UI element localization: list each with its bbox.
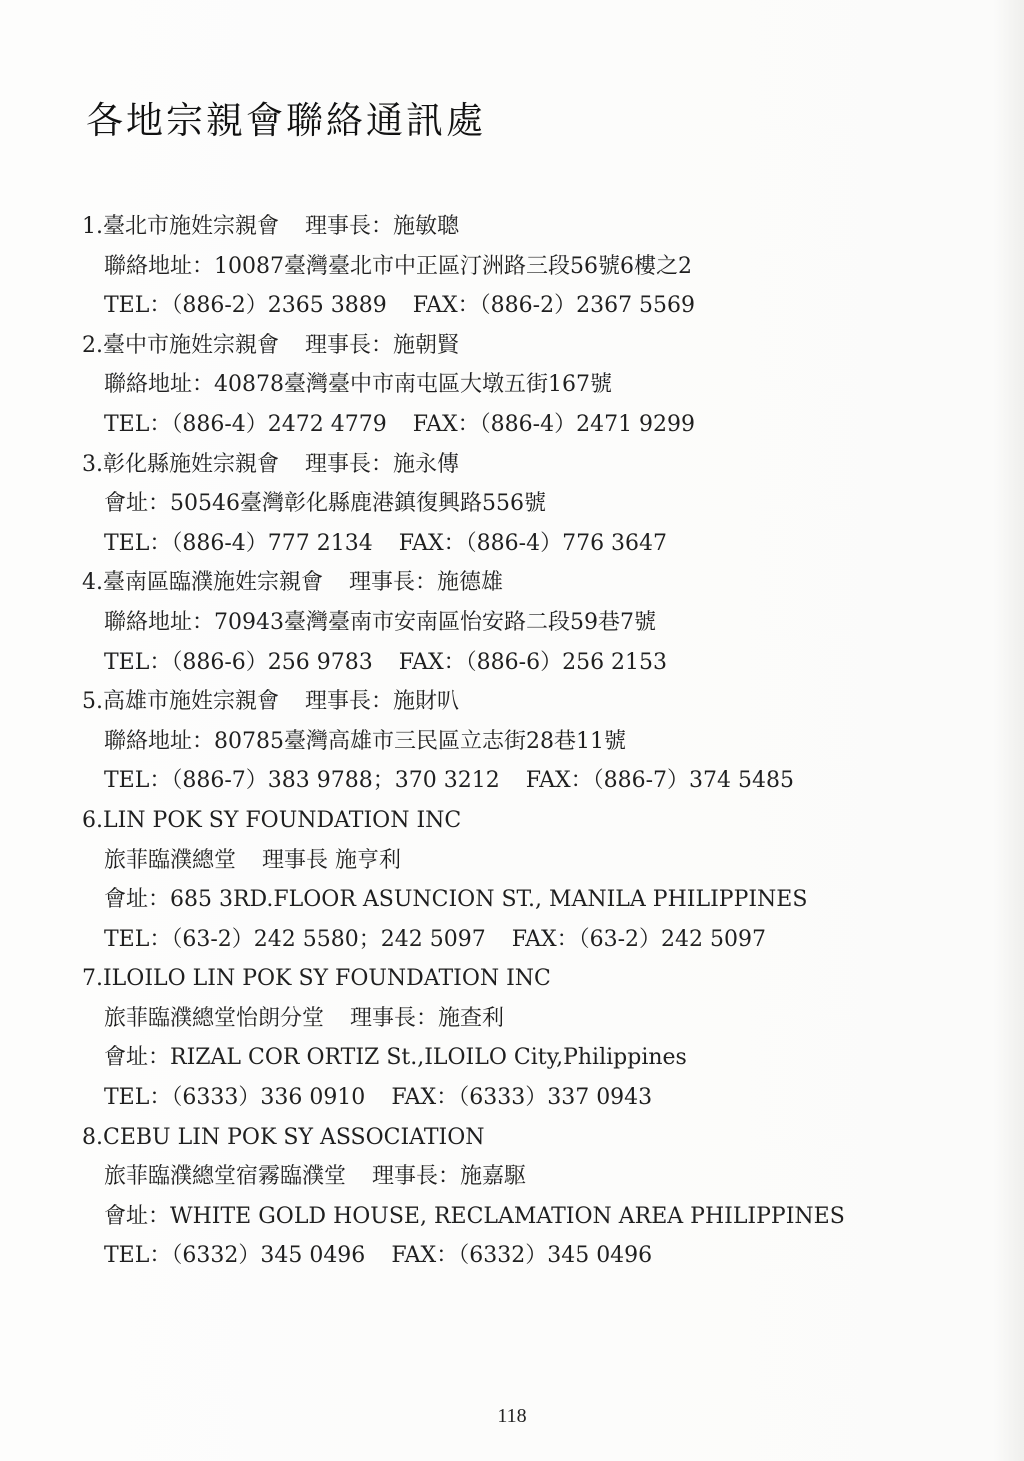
entry-phone-row (82, 643, 982, 683)
entry-tel: TEL：（6333）336 0910 (104, 1085, 366, 1111)
entry-heading: 5.高雄市施姓宗親會 (82, 689, 279, 715)
entry-phone-row (82, 524, 982, 564)
entry-heading-row (82, 1118, 982, 1158)
entry-org-row (82, 841, 982, 881)
entry-phone-row (82, 1078, 982, 1118)
entry-address: 會址：RIZAL COR ORTIZ St.,ILOILO City,Philippines (104, 1045, 687, 1071)
entry-chair: 理事長：施查利 (350, 1005, 505, 1031)
entry-heading-row (82, 207, 982, 247)
entry-heading-row (82, 682, 982, 722)
entry-heading-row (82, 326, 982, 366)
entry-chair: 理事長：施德雄 (349, 570, 504, 596)
entry-chair: 理事長 施亨利 (262, 847, 402, 873)
entry-chair: 理事長：施嘉駆 (372, 1164, 527, 1190)
entry-heading: 2.臺中市施姓宗親會 (82, 332, 279, 358)
page-number: 118 (497, 1405, 527, 1427)
entry-tel: TEL：（63-2）242 5580；242 5097 (104, 926, 486, 952)
entry-org-row (82, 1157, 982, 1197)
entry-org: 旅菲臨濮總堂怡朗分堂 (104, 1005, 325, 1031)
entry-address: 聯絡地址：70943臺灣臺南市安南區怡安路二段59巷7號 (104, 609, 656, 635)
entry-heading: 6.LIN POK SY FOUNDATION INC (82, 807, 462, 833)
entry-phone-row (82, 405, 982, 445)
entry-heading: 1.臺北市施姓宗親會 (82, 214, 279, 239)
contact-list (82, 207, 982, 1276)
entry-fax: FAX：（886-4）776 3647 (398, 530, 668, 556)
entry-address: 聯絡地址：40878臺灣臺中市南屯區大墩五街167號 (104, 372, 612, 398)
entry-tel: TEL：（6332）345 0496 (104, 1243, 366, 1269)
entry-fax: FAX：（886-2）2367 5569 (412, 293, 696, 319)
entry-address: 會址：685 3RD.FLOOR ASUNCION ST., MANILA PHILIPPINES (104, 887, 808, 913)
entry-chair: 理事長：施財叭 (305, 689, 460, 715)
entry-phone-row (82, 1236, 982, 1276)
entry-address: 聯絡地址：10087臺灣臺北市中正區汀洲路三段56號6樓之2 (104, 253, 692, 279)
entry-tel: TEL：（886-4）777 2134 (104, 530, 373, 556)
entry-heading-row (82, 563, 982, 603)
page-title: 各地宗親會聯絡通訊處 (86, 99, 486, 142)
entry-tel: TEL：（886-6）256 9783 (104, 649, 373, 675)
entry-phone-row (82, 920, 982, 960)
entry-chair: 理事長：施敏聰 (305, 214, 460, 239)
entry-heading-row (82, 959, 982, 999)
entry-fax: FAX：（886-6）256 2153 (398, 649, 668, 675)
entry-org-row (82, 999, 982, 1039)
entry-chair: 理事長：施朝賢 (305, 332, 460, 358)
entry-address: 會址：WHITE GOLD HOUSE, RECLAMATION AREA PHILIPPINES (104, 1203, 845, 1229)
entry-heading-row (82, 445, 982, 485)
entry-fax: FAX：（886-4）2471 9299 (412, 411, 696, 437)
entry-tel: TEL：（886-2）2365 3889 (104, 293, 387, 319)
entry-fax: FAX：（6332）345 0496 (391, 1243, 653, 1269)
entry-address: 聯絡地址：80785臺灣高雄市三民區立志街28巷11號 (104, 728, 626, 754)
entry-fax: FAX：（6333）337 0943 (391, 1085, 653, 1111)
entry-phone-row (82, 761, 982, 801)
entry-heading: 3.彰化縣施姓宗親會 (82, 451, 279, 477)
entry-tel: TEL：（886-4）2472 4779 (104, 411, 387, 437)
entry-org: 旅菲臨濮總堂 (104, 847, 237, 873)
entry-fax: FAX：（886-7）374 5485 (525, 768, 795, 794)
entry-tel: TEL：（886-7）383 9788；370 3212 (104, 768, 500, 794)
entry-phone-row (82, 286, 982, 326)
entry-heading: 7.ILOILO LIN POK SY FOUNDATION INC (82, 966, 551, 992)
entry-heading-row (82, 801, 982, 841)
entry-heading: 4.臺南區臨濮施姓宗親會 (82, 570, 323, 596)
entry-org: 旅菲臨濮總堂宿霧臨濮堂 (104, 1164, 347, 1190)
entry-fax: FAX：（63-2）242 5097 (511, 926, 767, 952)
entry-heading: 8.CEBU LIN POK SY ASSOCIATION (82, 1124, 485, 1150)
entry-address: 會址：50546臺灣彰化縣鹿港鎮復興路556號 (104, 491, 546, 517)
entry-chair: 理事長：施永傳 (305, 451, 460, 477)
